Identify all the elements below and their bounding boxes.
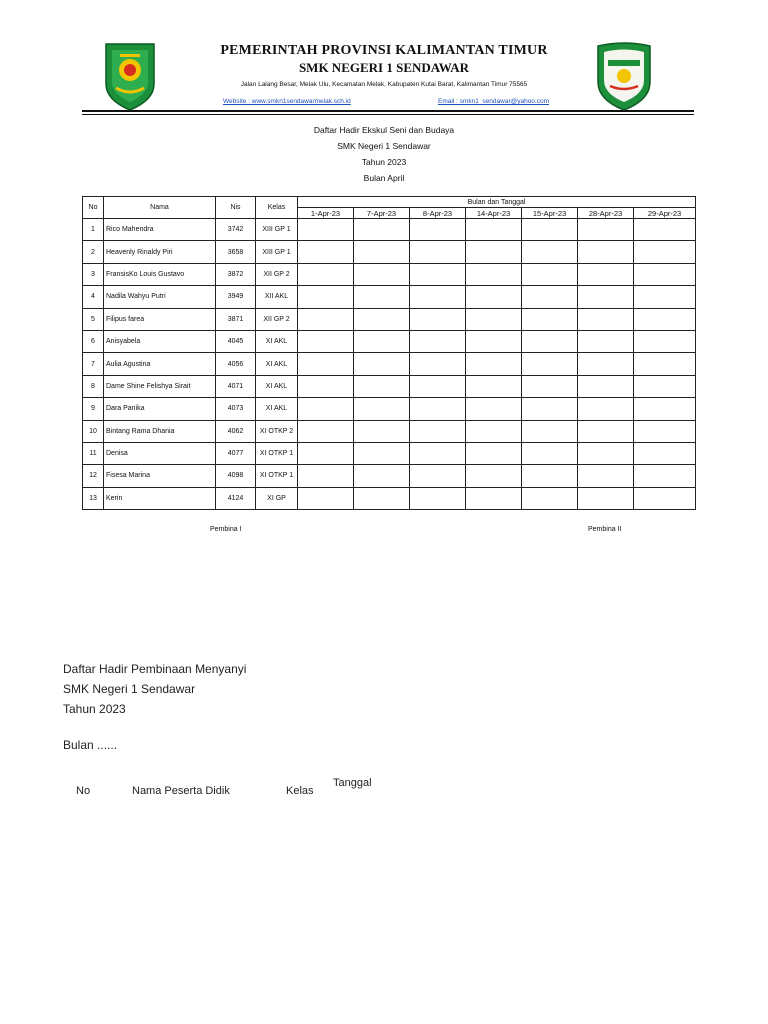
cell-kelas: XIII GP 1	[256, 219, 298, 241]
cell-nis: 4124	[216, 487, 256, 509]
attendance-cell[interactable]	[578, 308, 634, 330]
attendance-cell[interactable]	[410, 375, 466, 397]
attendance-cell[interactable]	[354, 353, 410, 375]
table-row	[83, 286, 696, 308]
attendance-cell[interactable]	[298, 263, 354, 285]
cell-no: 8	[83, 375, 104, 397]
header-date: 7-Apr-23	[354, 208, 410, 219]
doc-year: Tahun 2023	[361, 157, 407, 167]
attendance-cell[interactable]	[634, 420, 696, 442]
cell-nis: 4077	[216, 442, 256, 464]
attendance-cell[interactable]	[298, 308, 354, 330]
attendance-cell[interactable]	[410, 286, 466, 308]
attendance-cell[interactable]	[410, 241, 466, 263]
lower-col-tanggal: Tanggal	[333, 777, 372, 789]
attendance-cell[interactable]	[466, 420, 522, 442]
attendance-cell[interactable]	[634, 353, 696, 375]
cell-no: 2	[83, 241, 104, 263]
table-row	[83, 487, 696, 509]
government-title: PEMERINTAH PROVINSI KALIMANTAN TIMUR	[220, 43, 548, 58]
cell-kelas: XI AKL	[256, 353, 298, 375]
attendance-cell[interactable]	[522, 330, 578, 352]
attendance-cell[interactable]	[466, 465, 522, 487]
attendance-cell[interactable]	[522, 442, 578, 464]
table-row	[83, 420, 696, 442]
attendance-cell[interactable]	[466, 308, 522, 330]
attendance-cell[interactable]	[578, 465, 634, 487]
cell-nis: 4045	[216, 330, 256, 352]
doc-title: Daftar Hadir Ekskul Seni dan Budaya	[313, 125, 455, 135]
cell-nama: Anisyabela	[104, 330, 216, 352]
table-row	[83, 263, 696, 285]
attendance-cell[interactable]	[410, 465, 466, 487]
header-nama: Nama	[104, 197, 216, 219]
cell-no: 13	[83, 487, 104, 509]
attendance-cell[interactable]	[578, 398, 634, 420]
attendance-cell[interactable]	[634, 286, 696, 308]
attendance-cell[interactable]	[634, 330, 696, 352]
attendance-cell[interactable]	[634, 375, 696, 397]
cell-nis: 4071	[216, 375, 256, 397]
attendance-cell[interactable]	[634, 442, 696, 464]
website-link[interactable]: Website : www.smkn1sendawarmelak.sch.id	[223, 98, 351, 105]
cell-nama: Fisesa Marina	[104, 465, 216, 487]
table-row	[83, 353, 696, 375]
cell-nis: 4062	[216, 420, 256, 442]
cell-nama: Aulia Agustina	[104, 353, 216, 375]
attendance-cell[interactable]	[522, 286, 578, 308]
attendance-cell[interactable]	[466, 487, 522, 509]
header-rule-thin	[82, 114, 694, 115]
attendance-cell[interactable]	[578, 442, 634, 464]
table-row	[83, 330, 696, 352]
cell-nis: 3658	[216, 241, 256, 263]
attendance-cell[interactable]	[634, 241, 696, 263]
attendance-cell[interactable]	[298, 330, 354, 352]
attendance-cell[interactable]	[466, 330, 522, 352]
cell-nama: Rico Mahendra	[104, 219, 216, 241]
cell-nis: 3872	[216, 263, 256, 285]
attendance-cell[interactable]	[522, 487, 578, 509]
attendance-cell[interactable]	[466, 442, 522, 464]
header-kelas: Kelas	[256, 197, 298, 219]
attendance-cell[interactable]	[466, 375, 522, 397]
attendance-cell[interactable]	[466, 398, 522, 420]
attendance-cell[interactable]	[522, 353, 578, 375]
attendance-cell[interactable]	[634, 398, 696, 420]
cell-nis: 3949	[216, 286, 256, 308]
table-row	[83, 465, 696, 487]
signature-pembina-1: Pembina I	[210, 526, 242, 533]
attendance-cell[interactable]	[466, 263, 522, 285]
attendance-cell[interactable]	[354, 308, 410, 330]
school-title: SMK NEGERI 1 SENDAWAR	[298, 60, 470, 75]
attendance-cell[interactable]	[578, 219, 634, 241]
attendance-cell[interactable]	[298, 375, 354, 397]
cell-no: 6	[83, 330, 104, 352]
attendance-cell[interactable]	[578, 353, 634, 375]
school-address: Jalan Lalang Besar, Melak Ulu, Kecamatan Melak, Kabupaten Kutai Barat, Kalimantan Timur 75565	[240, 81, 528, 88]
lower-year: Tahun 2023	[63, 702, 126, 716]
attendance-cell[interactable]	[410, 442, 466, 464]
attendance-cell[interactable]	[466, 219, 522, 241]
cell-no: 3	[83, 263, 104, 285]
cell-no: 11	[83, 442, 104, 464]
cell-nama: Denisa	[104, 442, 216, 464]
cell-kelas: XI AKL	[256, 398, 298, 420]
table-row	[83, 442, 696, 464]
attendance-cell[interactable]	[298, 219, 354, 241]
cell-kelas: XI OTKP 1	[256, 465, 298, 487]
attendance-cell[interactable]	[578, 286, 634, 308]
cell-no: 9	[83, 398, 104, 420]
cell-kelas: XI OTKP 2	[256, 420, 298, 442]
cell-kelas: XI AKL	[256, 330, 298, 352]
attendance-cell[interactable]	[634, 465, 696, 487]
attendance-cell[interactable]	[522, 263, 578, 285]
cell-no: 5	[83, 308, 104, 330]
attendance-cell[interactable]	[466, 286, 522, 308]
cell-nama: Bintang Rama Dhania	[104, 420, 216, 442]
attendance-cell[interactable]	[578, 263, 634, 285]
cell-kelas: XII GP 2	[256, 263, 298, 285]
attendance-cell[interactable]	[354, 375, 410, 397]
attendance-cell[interactable]	[354, 263, 410, 285]
lower-title: Daftar Hadir Pembinaan Menyanyi	[63, 662, 247, 676]
attendance-cell[interactable]	[410, 308, 466, 330]
attendance-cell[interactable]	[578, 241, 634, 263]
cell-kelas: XIII GP 1	[256, 241, 298, 263]
attendance-cell[interactable]	[298, 398, 354, 420]
table-row	[83, 375, 696, 397]
header-date: 28-Apr-23	[578, 208, 634, 219]
header-date: 14-Apr-23	[466, 208, 522, 219]
cell-kelas: XI GP	[256, 487, 298, 509]
cell-nama: Dara Panika	[104, 398, 216, 420]
attendance-cell[interactable]	[354, 420, 410, 442]
attendance-cell[interactable]	[634, 219, 696, 241]
attendance-cell[interactable]	[466, 241, 522, 263]
attendance-cell[interactable]	[298, 286, 354, 308]
attendance-cell[interactable]	[522, 375, 578, 397]
table-row	[83, 219, 696, 241]
lower-month: Bulan ......	[63, 738, 118, 752]
attendance-cell[interactable]	[354, 465, 410, 487]
header-no: No	[83, 197, 104, 219]
lower-col-kelas: Kelas	[286, 785, 314, 797]
lower-school: SMK Negeri 1 Sendawar	[63, 682, 196, 696]
table-row	[83, 308, 696, 330]
lower-col-nama: Nama Peserta Didik	[132, 785, 230, 797]
cell-nama: Filipus farea	[104, 308, 216, 330]
cell-nis: 4056	[216, 353, 256, 375]
header-date: 15-Apr-23	[522, 208, 578, 219]
cell-nis: 3871	[216, 308, 256, 330]
header-date: 8-Apr-23	[410, 208, 466, 219]
cell-kelas: XII GP 2	[256, 308, 298, 330]
cell-kelas: XI AKL	[256, 375, 298, 397]
attendance-cell[interactable]	[578, 330, 634, 352]
attendance-cell[interactable]	[298, 487, 354, 509]
attendance-cell[interactable]	[354, 241, 410, 263]
attendance-cell[interactable]	[298, 241, 354, 263]
cell-nama: Dame Shine Felishya Sirait	[104, 375, 216, 397]
attendance-cell[interactable]	[354, 398, 410, 420]
cell-kelas: XI OTKP 1	[256, 442, 298, 464]
attendance-table	[82, 196, 696, 510]
attendance-cell[interactable]	[410, 420, 466, 442]
attendance-cell[interactable]	[634, 487, 696, 509]
header-rule-thick	[82, 110, 694, 112]
attendance-cell[interactable]	[410, 263, 466, 285]
cell-no: 4	[83, 286, 104, 308]
header-date: 29-Apr-23	[634, 208, 696, 219]
signature-pembina-2: Pembina II	[588, 526, 622, 533]
cell-nama: Heavenly Rinaldy Piri	[104, 241, 216, 263]
cell-nis: 4073	[216, 398, 256, 420]
attendance-cell[interactable]	[410, 398, 466, 420]
attendance-cell[interactable]	[522, 219, 578, 241]
doc-month: Bulan April	[363, 173, 405, 183]
attendance-cell[interactable]	[522, 420, 578, 442]
header-date-group: Bulan dan Tanggal	[298, 197, 696, 208]
table-row	[83, 241, 696, 263]
attendance-cell[interactable]	[410, 330, 466, 352]
cell-no: 10	[83, 420, 104, 442]
attendance-cell[interactable]	[578, 487, 634, 509]
cell-no: 1	[83, 219, 104, 241]
attendance-cell[interactable]	[578, 375, 634, 397]
cell-no: 12	[83, 465, 104, 487]
cell-nama: Kerin	[104, 487, 216, 509]
attendance-cell[interactable]	[522, 241, 578, 263]
regency-emblem-icon	[594, 40, 654, 112]
header-date: 1-Apr-23	[298, 208, 354, 219]
table-row	[83, 398, 696, 420]
cell-nis: 3742	[216, 219, 256, 241]
attendance-cell[interactable]	[298, 465, 354, 487]
attendance-cell[interactable]	[634, 263, 696, 285]
attendance-cell[interactable]	[354, 487, 410, 509]
attendance-cell[interactable]	[522, 308, 578, 330]
cell-nama: Nadila Wahyu Putri	[104, 286, 216, 308]
attendance-cell[interactable]	[522, 465, 578, 487]
attendance-cell[interactable]	[410, 353, 466, 375]
attendance-cell[interactable]	[354, 442, 410, 464]
attendance-cell[interactable]	[298, 442, 354, 464]
attendance-cell[interactable]	[578, 420, 634, 442]
attendance-cell[interactable]	[410, 219, 466, 241]
email-link[interactable]: Email : smkn1_sendawar@yahoo.com	[438, 98, 550, 105]
attendance-cell[interactable]	[466, 353, 522, 375]
attendance-cell[interactable]	[522, 398, 578, 420]
header-nis: Nis	[216, 197, 256, 219]
attendance-cell[interactable]	[354, 219, 410, 241]
lower-col-no: No	[76, 785, 91, 797]
attendance-cell[interactable]	[634, 308, 696, 330]
attendance-cell[interactable]	[410, 487, 466, 509]
cell-kelas: XII AKL	[256, 286, 298, 308]
cell-nama: FransisKo Louis Gustavo	[104, 263, 216, 285]
attendance-cell[interactable]	[298, 353, 354, 375]
attendance-cell[interactable]	[298, 420, 354, 442]
attendance-cell[interactable]	[354, 330, 410, 352]
attendance-cell[interactable]	[354, 286, 410, 308]
cell-nis: 4098	[216, 465, 256, 487]
cell-no: 7	[83, 353, 104, 375]
doc-school: SMK Negeri 1 Sendawar	[337, 141, 431, 151]
